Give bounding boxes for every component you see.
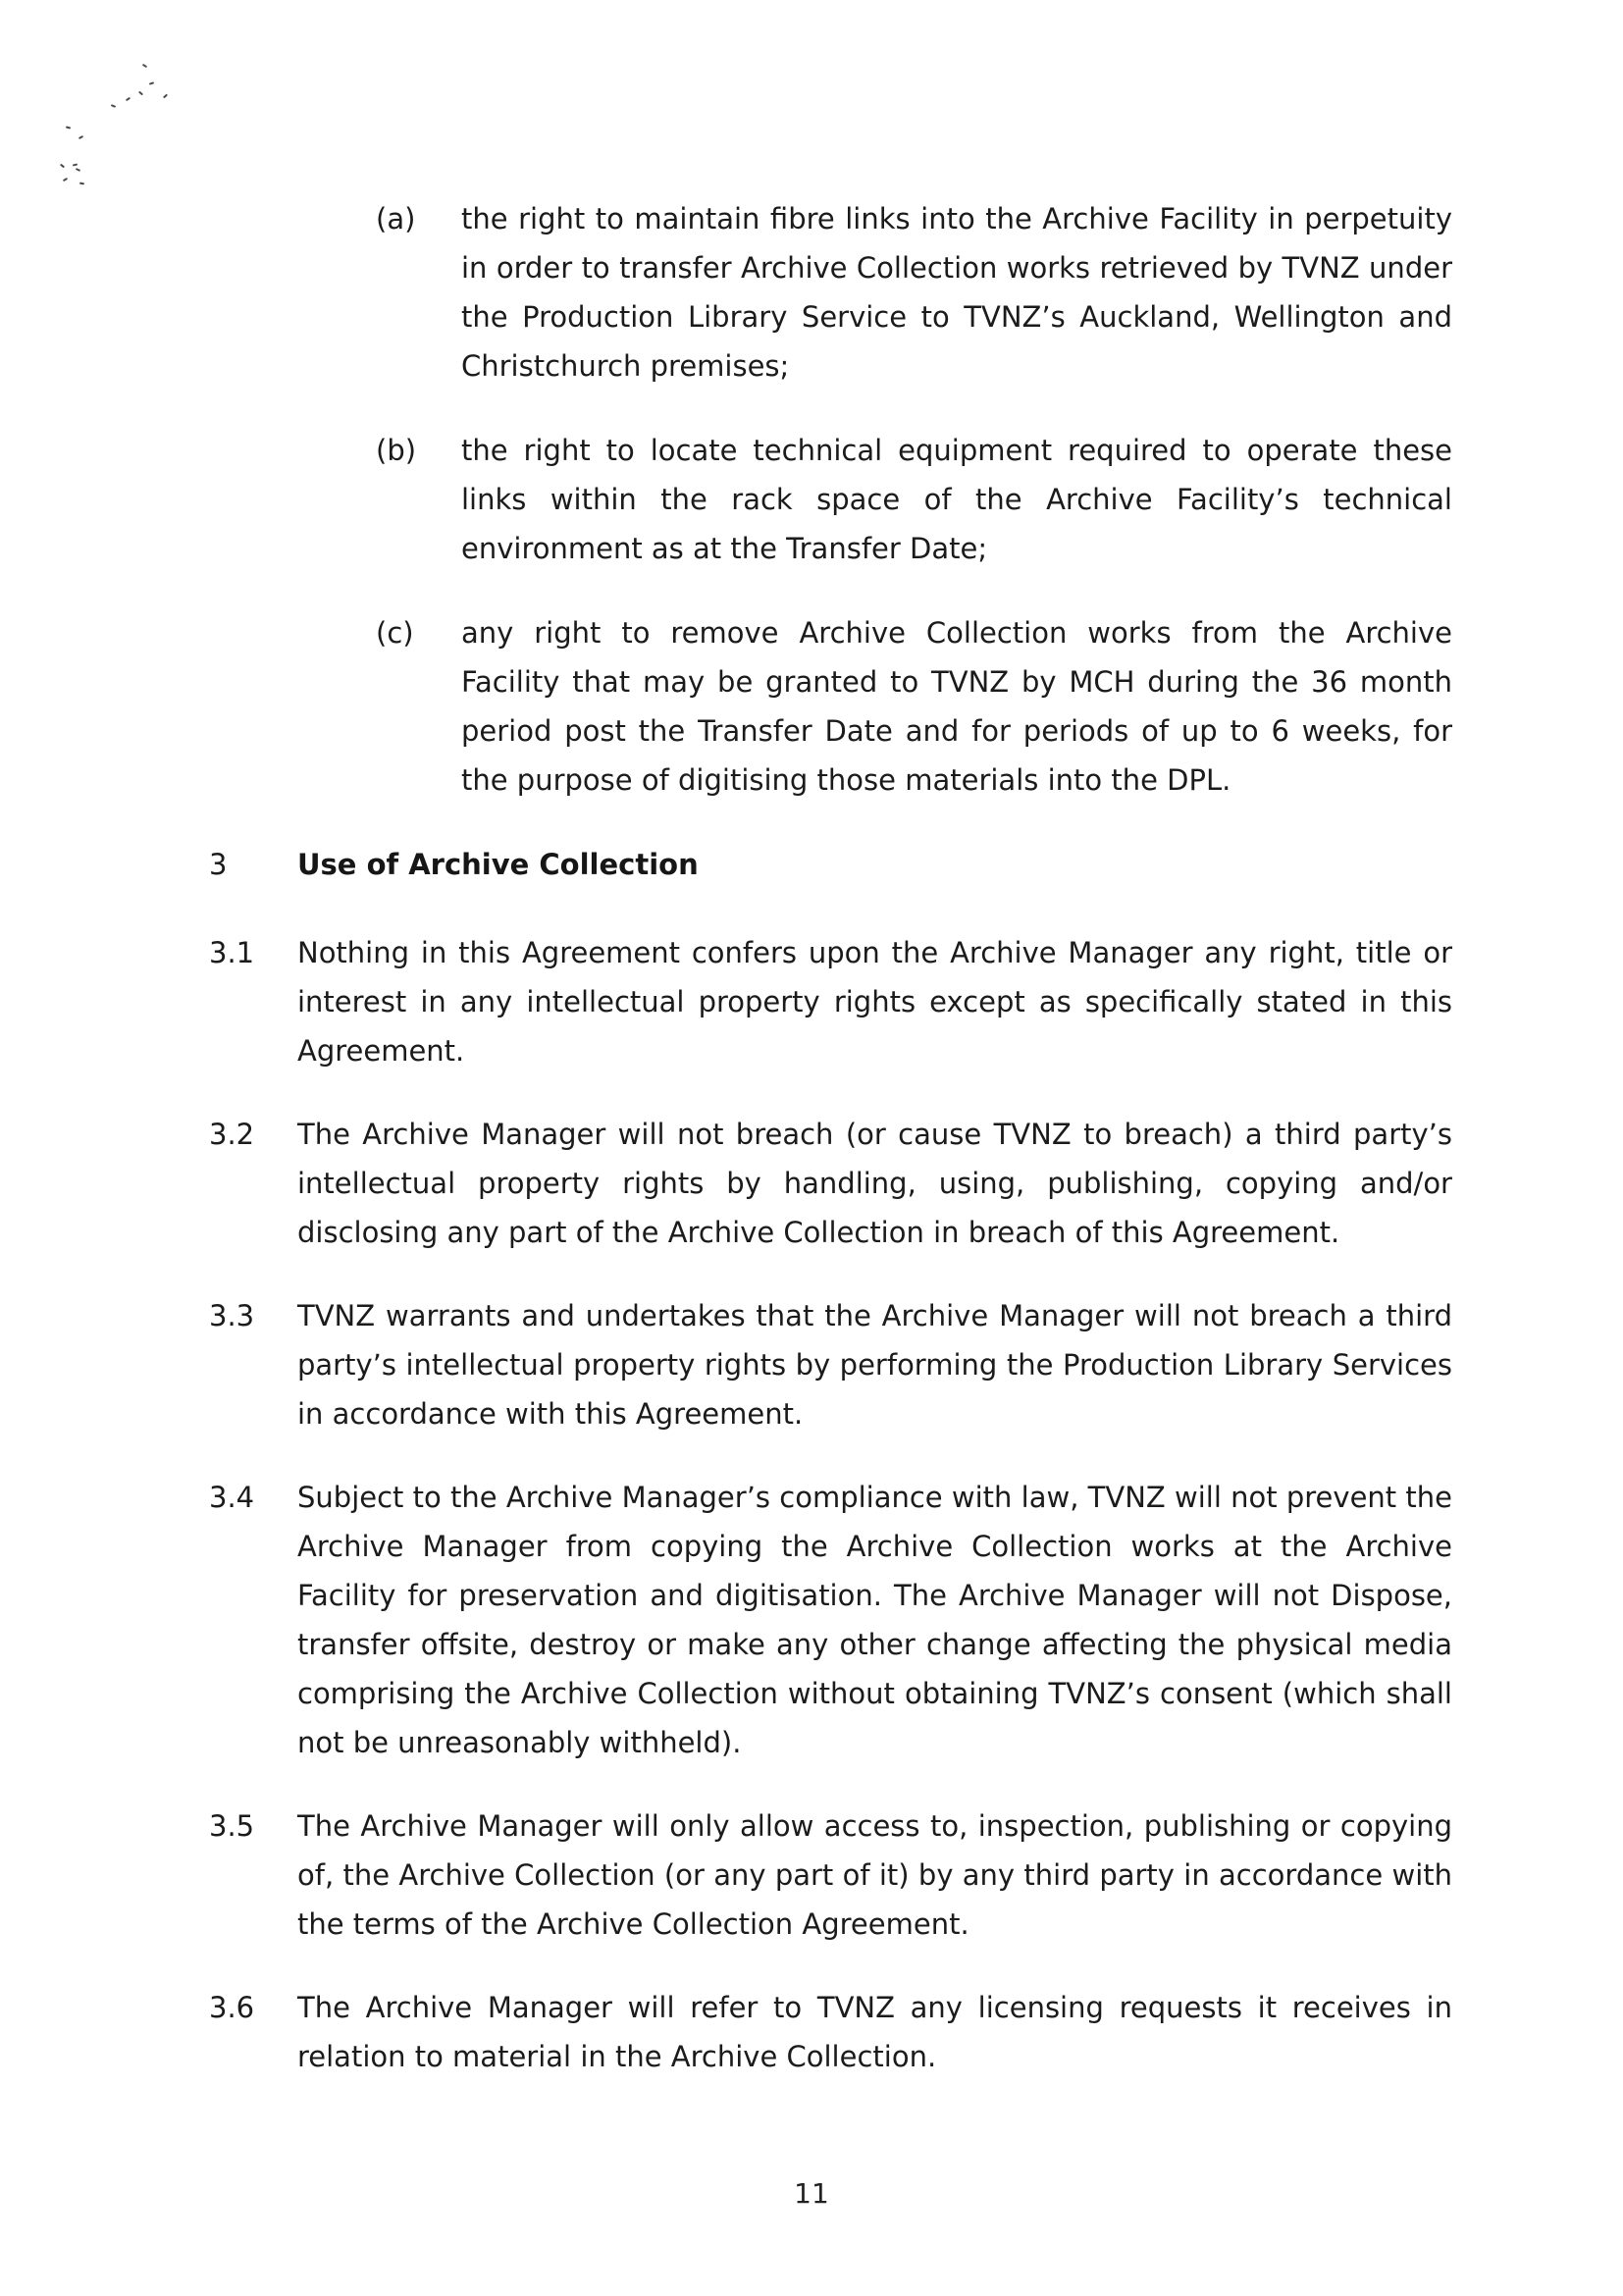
clause-3-5 xyxy=(0,1801,1623,1949)
clause-3-3 xyxy=(0,1291,1623,1438)
clause-3-3-number: 3.3 xyxy=(209,1299,255,1332)
clause-3-4 xyxy=(0,1473,1623,1767)
clause-3-1 xyxy=(0,928,1623,1075)
clause-3-2 xyxy=(0,1110,1623,1257)
clause-3-4-text: Subject to the Archive Manager’s compliance with law, TVNZ will not prevent the Archive Manager from copying the Archive Collection works at the Archive Facility for preservation and digitisation. The Archive Manager will not Dispose, transfer offsite, destroy or make any other change affecting the physical media comprising the Archive Collection without obtaining TVNZ’s consent (which shall not be unreasonably withheld). xyxy=(297,1481,1452,1759)
clause-3-2-text: The Archive Manager will not breach (or cause TVNZ to breach) a third party’s intellectual property rights by handling, using, publishing, copying and/or disclosing any part of the Archive Collection in breach of this Agreement. xyxy=(297,1118,1452,1249)
subclause-a-text: the right to maintain fibre links into the Archive Facility in perpetuity in order to transfer Archive Collection works retrieved by TVNZ under the Production Library Service to TVNZ’s Auckland, Wellington and Christchurch premises; xyxy=(461,202,1452,383)
subclause-c xyxy=(0,608,1623,805)
subclause-c-text: any right to remove Archive Collection works from the Archive Facility that may be granted to TVNZ by MCH during the 36 month period post the Transfer Date and for periods of up to 6 weeks, for the purpose of digitising those materials into the DPL. xyxy=(461,616,1452,797)
subclause-a xyxy=(0,194,1623,391)
subclause-b-label: (b) xyxy=(376,434,417,467)
section-number: 3 xyxy=(209,848,228,881)
subclause-a-label: (a) xyxy=(376,202,416,235)
clause-3-5-number: 3.5 xyxy=(209,1809,255,1843)
section-heading xyxy=(0,840,1623,889)
subclause-b xyxy=(0,426,1623,573)
clause-3-5-text: The Archive Manager will only allow access to, inspection, publishing or copying of, the Archive Collection (or any part of it) by any third party in accordance with the terms of the Archive Collection Agreement. xyxy=(297,1809,1452,1941)
clause-3-1-number: 3.1 xyxy=(209,936,255,969)
clause-3-6-text: The Archive Manager will refer to TVNZ any licensing requests it receives in relation to material in the Archive Collection. xyxy=(297,1991,1452,2073)
page-number: 11 xyxy=(794,2177,829,2210)
clause-3-6-number: 3.6 xyxy=(209,1991,255,2024)
clause-3-1-text: Nothing in this Agreement confers upon the Archive Manager any right, title or interest in any intellectual property rights except as specifically stated in this Agreement. xyxy=(297,936,1452,1068)
subclause-b-text: the right to locate technical equipment required to operate these links within the rack space of the Archive Facility’s technical environment as at the Transfer Date; xyxy=(461,434,1452,565)
clause-3-3-text: TVNZ warrants and undertakes that the Archive Manager will not breach a third party’s intellectual property rights by performing the Production Library Services in accordance with this Agreement. xyxy=(297,1299,1452,1431)
clause-3-2-number: 3.2 xyxy=(209,1118,255,1151)
subclause-c-label: (c) xyxy=(376,616,414,650)
section-title: Use of Archive Collection xyxy=(297,848,699,881)
clause-3-6 xyxy=(0,1983,1623,2081)
clause-3-4-number: 3.4 xyxy=(209,1481,255,1514)
